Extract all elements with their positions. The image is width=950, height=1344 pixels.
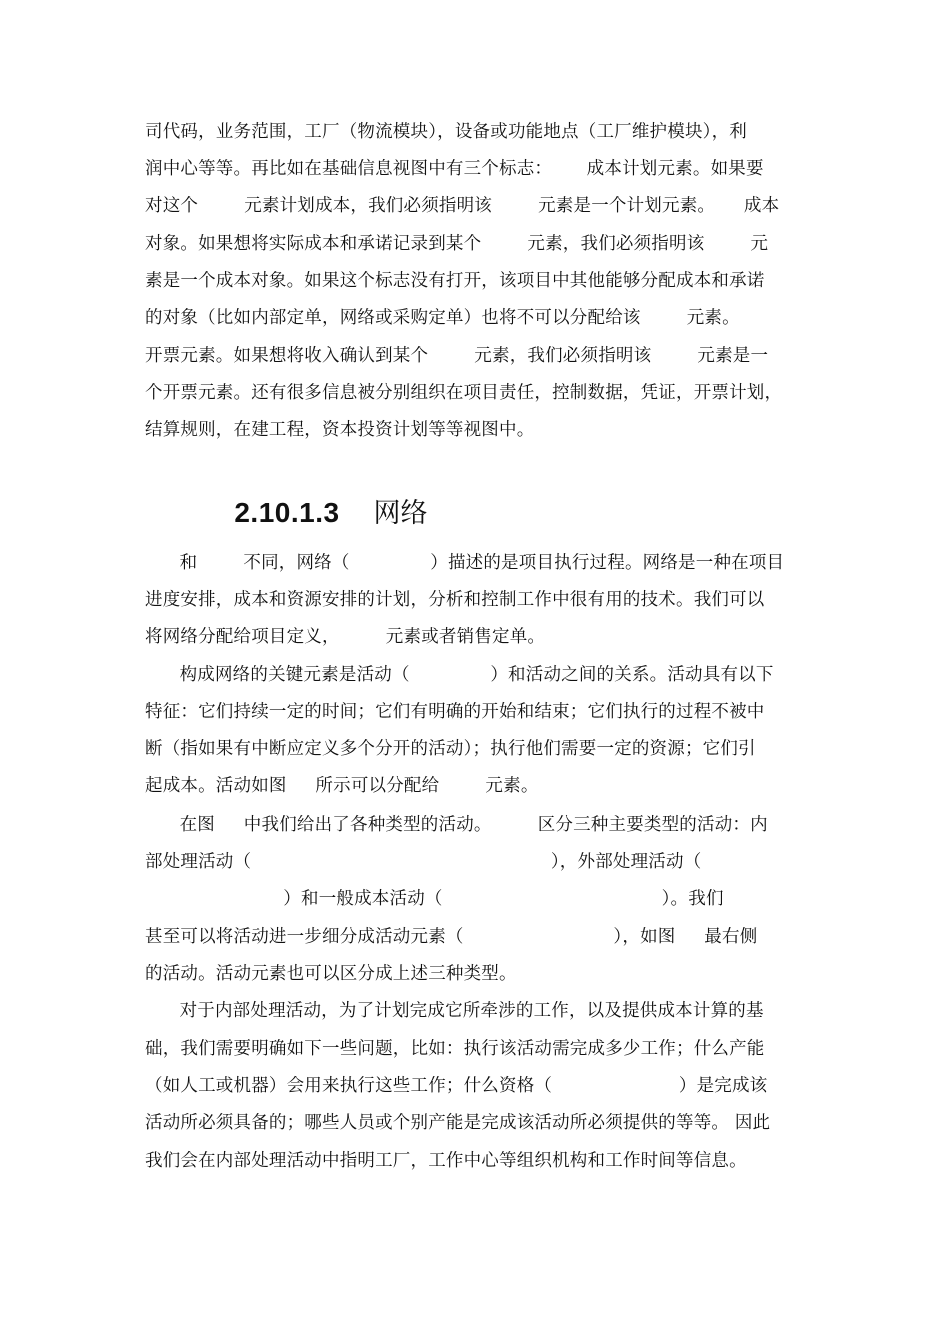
- text-line: 础，我们需要明确如下一些问题，比如：执行该活动需完成多少工作；什么产能: [145, 1039, 765, 1059]
- text-line: 开票元素。如果想将收入确认到某个 元素，我们必须指明该 元素是一: [145, 346, 769, 366]
- text-line: 特征：它们持续一定的时间；它们有明确的开始和结束；它们执行的过程不被中: [145, 702, 765, 722]
- text-line: 个开票元素。还有很多信息被分别组织在项目责任，控制数据，凭证，开票计划，: [145, 383, 783, 403]
- text-line: 在图 中我们给出了各种类型的活动。 区分三种主要类型的活动：内: [145, 815, 768, 835]
- section-number: 2.10.1.3: [234, 497, 340, 528]
- text-line: 我们会在内部处理活动中指明工厂，工作中心等组织机构和工作时间等信息。: [145, 1151, 747, 1171]
- text-line: 司代码，业务范围，工厂（物流模块），设备或功能地点（工厂维护模块），利: [145, 122, 747, 142]
- text-line: 润中心等等。再比如在基础信息视图中有三个标志： 成本计划元素。如果要: [145, 159, 764, 179]
- text-line: （如人工或机器）会用来执行这些工作；什么资格（ ）是完成该: [145, 1076, 768, 1096]
- text-line: 断（指如果有中断应定义多个分开的活动）；执行他们需要一定的资源；它们引: [145, 739, 756, 759]
- text-line: 结算规则，在建工程，资本投资计划等等视图中。: [145, 420, 535, 440]
- text-line: 对于内部处理活动，为了计划完成它所牵涉的工作，以及提供成本计算的基: [145, 1001, 764, 1021]
- text-line: 将网络分配给项目定义， 元素或者销售定单。: [145, 627, 546, 647]
- text-line: 的对象（比如内部定单，网络或采购定单）也将不可以分配给该 元素。: [145, 308, 740, 328]
- text-line: 素是一个成本对象。如果这个标志没有打开，该项目中其他能够分配成本和承诺: [145, 271, 765, 291]
- text-line: 活动所必须具备的；哪些人员或个别产能是完成该活动所必须提供的等等。 因此: [145, 1113, 771, 1133]
- section-title: 网络: [373, 498, 428, 529]
- text-line: 和 不同，网络（ ）描述的是项目执行过程。网络是一种在项目: [145, 553, 785, 573]
- text-line: ）和一般成本活动（ ）。我们: [145, 889, 724, 909]
- text-line: 甚至可以将活动进一步细分成活动元素（ ），如图 最右侧: [145, 927, 758, 947]
- text-line: 进度安排，成本和资源安排的计划，分析和控制工作中很有用的技术。我们可以: [145, 590, 765, 610]
- text-line: 对这个 元素计划成本，我们必须指明该 元素是一个计划元素。 成本: [145, 196, 780, 216]
- text-line: 部处理活动（ ），外部处理活动（: [145, 852, 702, 872]
- text-line: 的活动。活动元素也可以区分成上述三种类型。: [145, 964, 517, 984]
- text-line: 构成网络的关键元素是活动（ ）和活动之间的关系。活动具有以下: [145, 665, 774, 685]
- text-line: 起成本。活动如图 所示可以分配给 元素。: [145, 776, 539, 796]
- section-heading: [214, 472, 428, 529]
- text-line: 对象。如果想将实际成本和承诺记录到某个 元素，我们必须指明该 元: [145, 234, 769, 254]
